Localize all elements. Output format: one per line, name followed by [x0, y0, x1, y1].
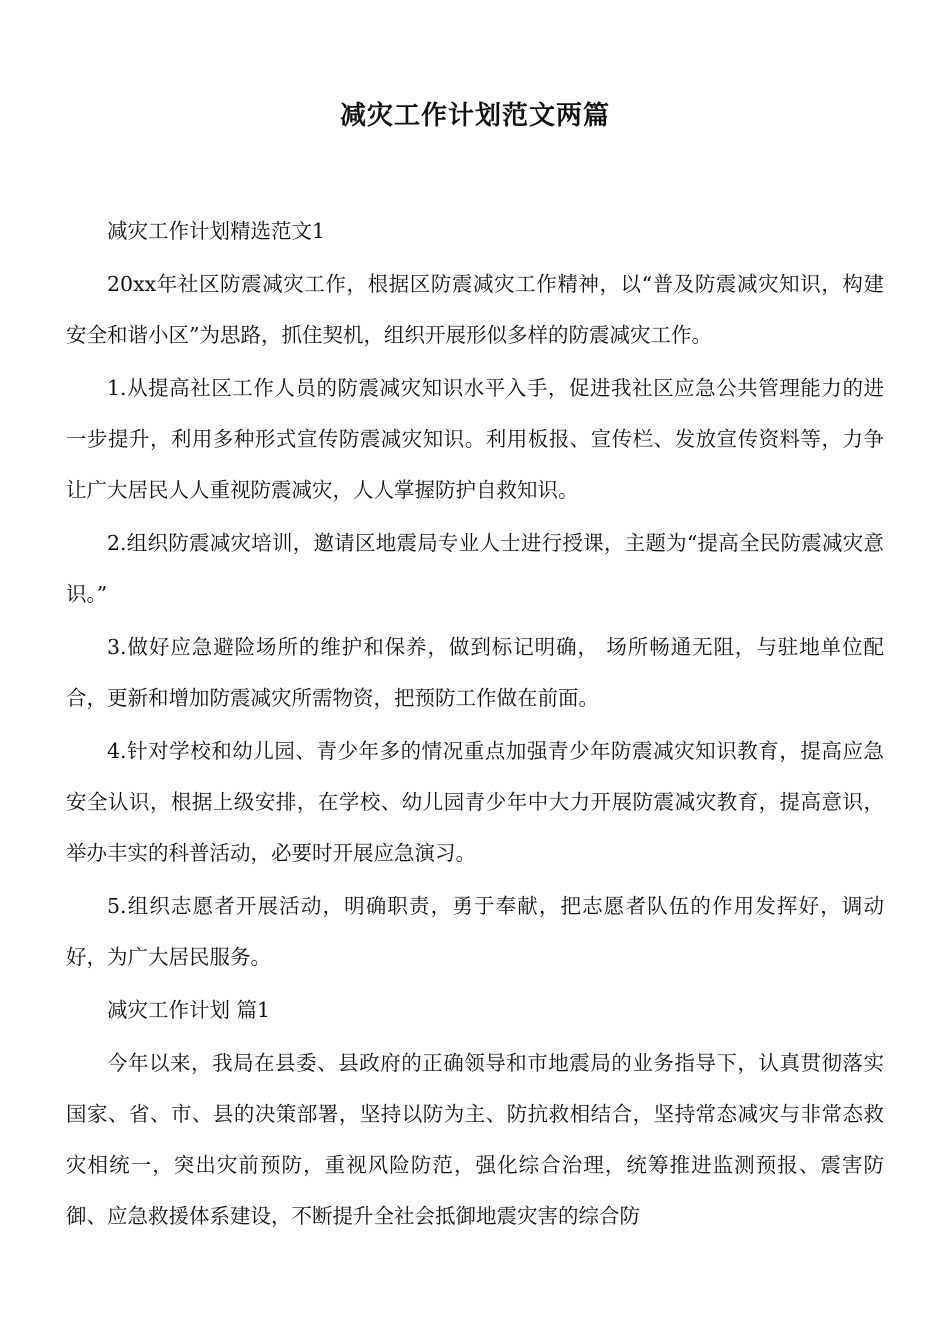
document-body	[66, 206, 884, 1244]
item-4-paragraph: 4.针对学校和幼儿园、青少年多的情况重点加强青少年防震减灾知识教育，提高应急安全认识，根据上级安排，在学校、幼儿园青少年中大力开展防震减灾教育，提高意识，举办丰实的科普活动，必要时开展应急演习。	[66, 739, 884, 865]
document-title: 减灾工作计划范文两篇	[339, 101, 610, 131]
section-2-paragraph: 今年以来，我局在县委、县政府的正确领导和市地震局的业务指导下，认真贯彻落实国家、省、市、县的决策部署，坚持以防为主、防抗救相结合，坚持常态减灾与非常态救灾相统一，突出灾前预防，重视风险防范，强化综合治理，统筹推进监测预报、震害防御、应急救援体系建设，不断提升全社会抵御地震灾害的综合防	[66, 1051, 884, 1228]
section-heading-2: 减灾工作计划 篇1	[107, 998, 271, 1022]
item-5-paragraph: 5.组织志愿者开展活动，明确职责，勇于奉献，把志愿者队伍的作用发挥好，调动好，为广大居民服务。	[66, 894, 884, 969]
item-3-paragraph: 3.做好应急避险场所的维护和保养，做到标记明确， 场所畅通无阻，与驻地单位配合，更新和增加防震减灾所需物资，把预防工作做在前面。	[66, 635, 884, 710]
intro-paragraph: 20xx年社区防震减灾工作，根据区防震减灾工作精神，以“普及防震减灾知识，构建安全和谐小区”为思路，抓住契机，组织开展形似多样的防震减灾工作。	[66, 272, 884, 347]
item-1-paragraph: 1.从提高社区工作人员的防震减灾知识水平入手，促进我社区应急公共管理能力的进一步提升，利用多种形式宣传防震减灾知识。利用板报、宣传栏、发放宣传资料等，力争让广大居民人人重视防震减灾，人人掌握防护自救知识。	[66, 376, 884, 502]
section-heading-1: 减灾工作计划精选范文1	[107, 219, 326, 243]
item-2-paragraph: 2.组织防震减灾培训，邀请区地震局专业人士进行授课，主题为“提高全民防震减灾意识。”	[66, 531, 884, 606]
